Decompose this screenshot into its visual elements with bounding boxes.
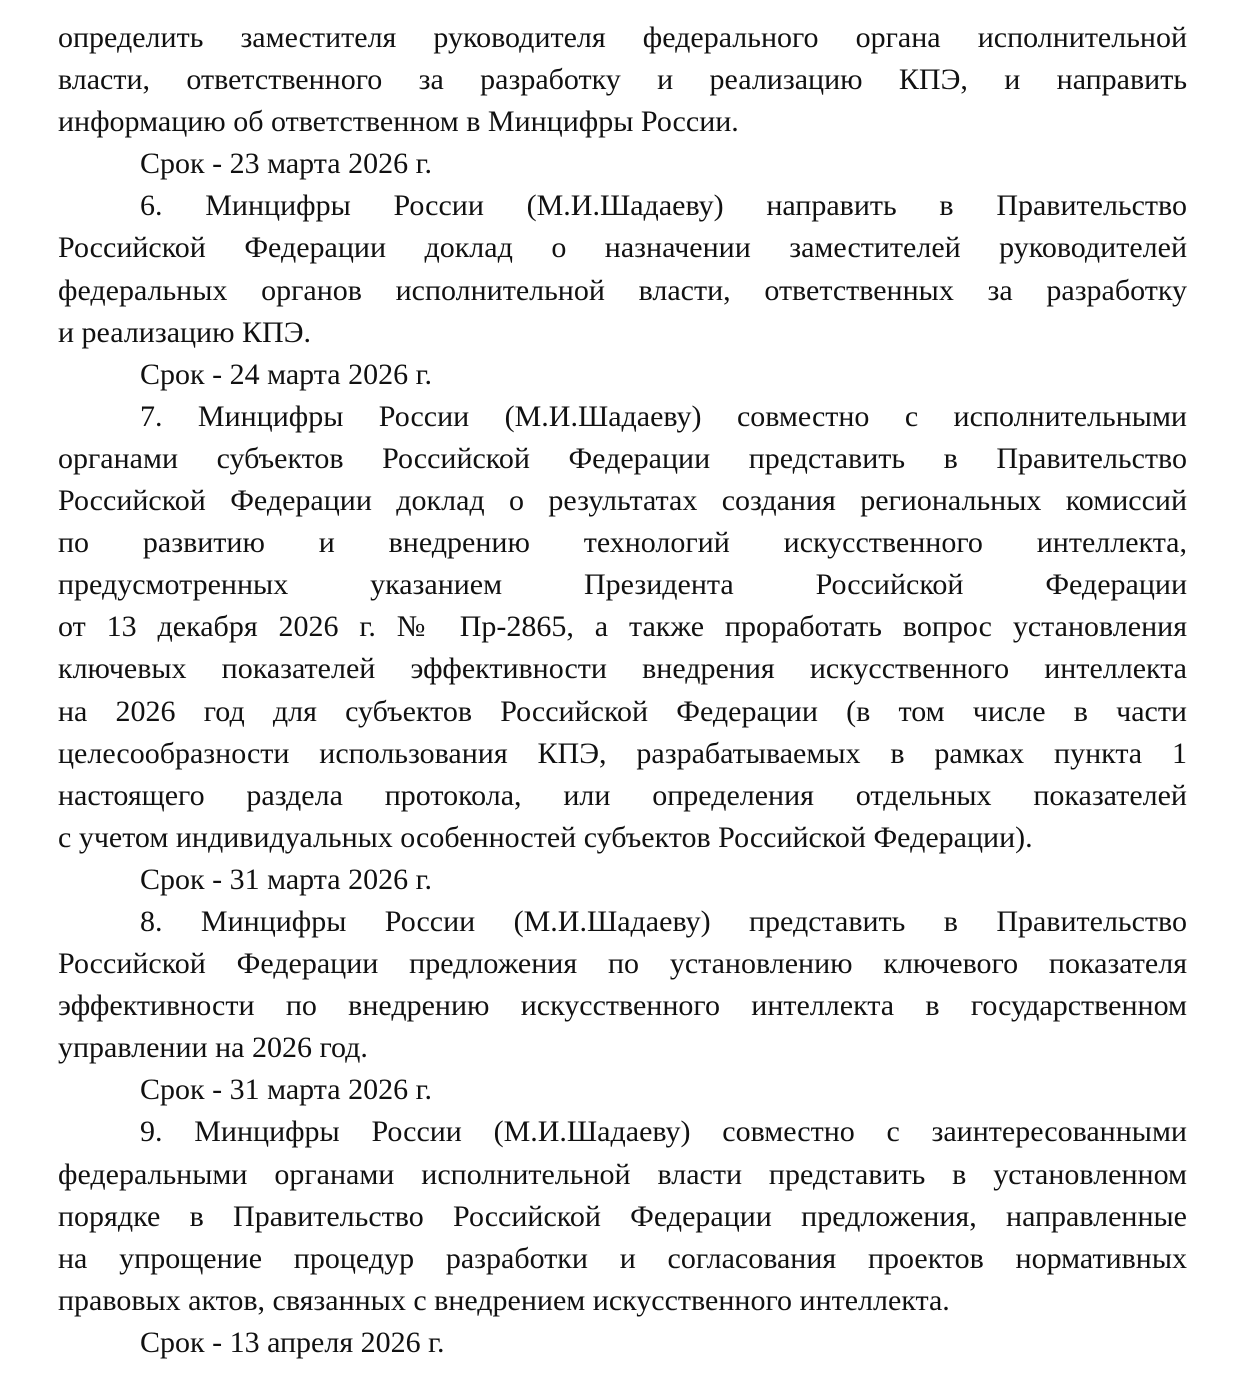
text-line: Российской Федерации предложения по установлению ключевого показателя (58, 947, 1187, 981)
text-line: порядке в Правительство Российской Федерации предложения, направленные (58, 1199, 1187, 1233)
paragraph-deadline-6 (58, 354, 1187, 396)
text-line: 8. Минцифры России (М.И.Шадаеву) представить в Правительство (140, 904, 1187, 938)
text-line: информацию об ответственном в Минцифры России. (58, 105, 739, 139)
text-line: и реализацию КПЭ. (58, 315, 312, 349)
text-line: целесообразности использования КПЭ, разрабатываемых в рамках пункта 1 (58, 736, 1187, 770)
text-line: Срок - 13 апреля 2026 г. (140, 1325, 445, 1359)
text-line: 6. Минцифры России (М.И.Шадаеву) направить в Правительство (140, 189, 1187, 223)
paragraph-deadline-5 (58, 143, 1187, 185)
text-line: органами субъектов Российской Федерации представить в Правительство (58, 441, 1187, 475)
text-line: настоящего раздела протокола, или определения отдельных показателей (58, 778, 1187, 812)
text-line: с учетом индивидуальных особенностей субъектов Российской Федерации). (58, 820, 1033, 854)
paragraph-item-6 (58, 185, 1187, 353)
text-line: на 2026 год для субъектов Российской Федерации (в том числе в части (58, 694, 1187, 728)
text-line: от 13 декабря 2026 г. № Пр-2865, а также проработать вопрос установления (58, 610, 1187, 644)
paragraph-deadline-8 (58, 1069, 1187, 1111)
text-line: Срок - 31 марта 2026 г. (140, 862, 432, 896)
text-line: Срок - 31 марта 2026 г. (140, 1073, 432, 1107)
text-line: на упрощение процедур разработки и согласования проектов нормативных (58, 1241, 1187, 1275)
text-line: Срок - 24 марта 2026 г. (140, 357, 432, 391)
text-line: управлении на 2026 год. (58, 1031, 368, 1065)
text-line: 7. Минцифры России (М.И.Шадаеву) совместно с исполнительными (140, 399, 1187, 433)
paragraph-item-8 (58, 901, 1187, 1069)
text-line: эффективности по внедрению искусственного интеллекта в государственном (58, 989, 1187, 1023)
text-line: федеральных органов исполнительной власти, ответственных за разработку (58, 273, 1187, 307)
text-line: Срок - 23 марта 2026 г. (140, 147, 432, 181)
text-line: федеральными органами исполнительной власти представить в установленном (58, 1157, 1187, 1191)
paragraph-item-7 (58, 396, 1187, 859)
text-line: власти, ответственного за разработку и реализацию КПЭ, и направить (58, 63, 1187, 97)
paragraph-item-9 (58, 1111, 1187, 1321)
text-line: 9. Минцифры России (М.И.Шадаеву) совместно с заинтересованными (140, 1115, 1187, 1149)
text-line: по развитию и внедрению технологий искусственного интеллекта, (58, 526, 1187, 560)
text-line: ключевых показателей эффективности внедрения искусственного интеллекта (58, 652, 1187, 686)
text-line: Российской Федерации доклад о результатах создания региональных комиссий (58, 484, 1187, 518)
text-line: предусмотренных указанием Президента Российской Федерации (58, 568, 1187, 602)
text-line: определить заместителя руководителя федерального органа исполнительной (58, 21, 1187, 54)
text-line: Российской Федерации доклад о назначении заместителей руководителей (58, 231, 1187, 265)
paragraph-deadline-7 (58, 859, 1187, 901)
document-page (58, 17, 1187, 1364)
paragraph-p5-cont (58, 17, 1187, 143)
paragraph-deadline-9 (58, 1322, 1187, 1364)
text-line: правовых актов, связанных с внедрением искусственного интеллекта. (58, 1283, 950, 1317)
